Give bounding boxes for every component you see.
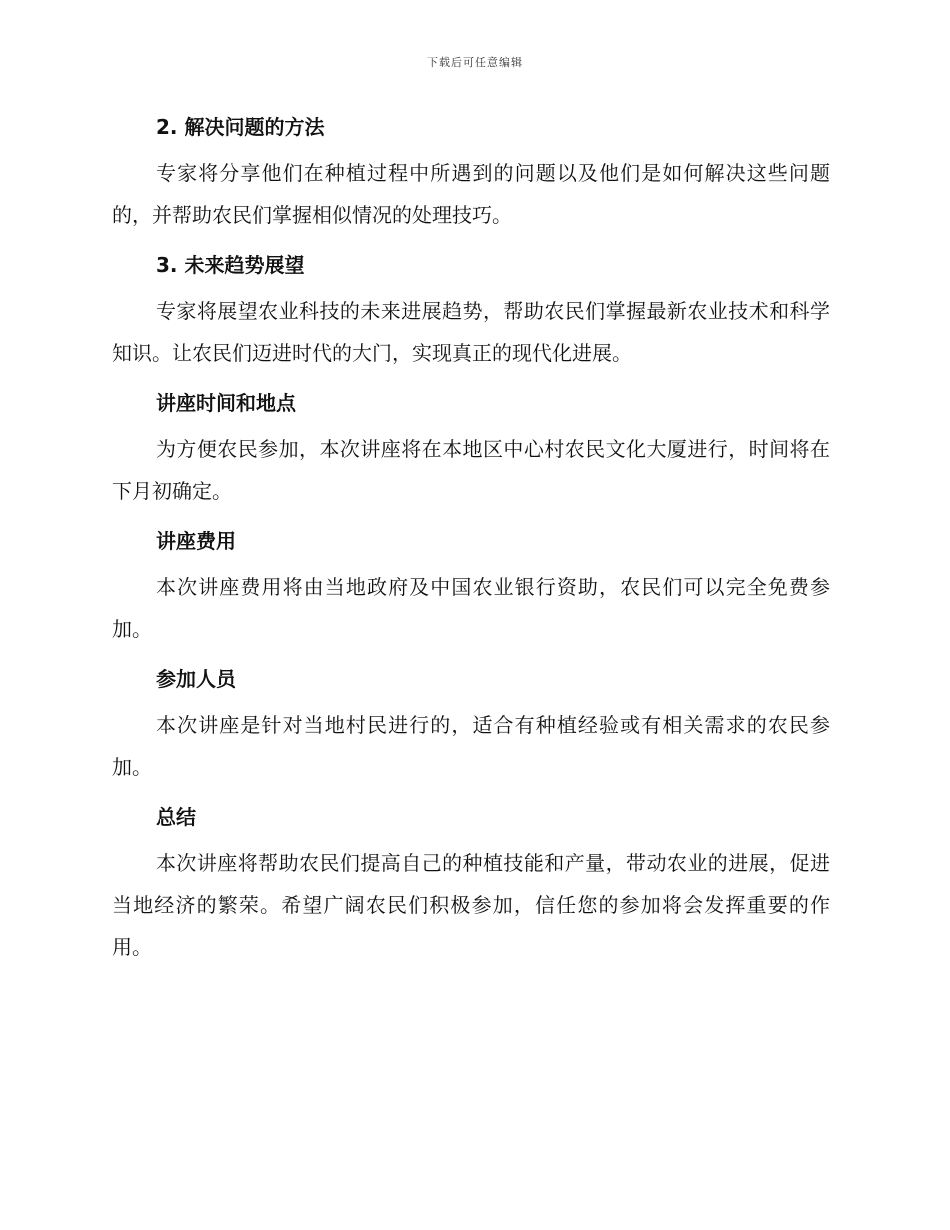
section-heading: 讲座费用 (156, 529, 236, 553)
section-heading: 总结 (156, 805, 196, 829)
document-body (112, 108, 830, 978)
section-paragraph: 本次讲座费用将由当地政府及中国农业银行资助，农民们可以完全免费参加。 (112, 575, 830, 641)
section-heading: 讲座时间和地点 (156, 391, 296, 415)
section-time-location (112, 384, 830, 512)
section-paragraph: 为方便农民参加，本次讲座将在本地区中心村农民文化大厦进行，时间将在下月初确定。 (112, 437, 830, 503)
section-summary (112, 798, 830, 968)
section-paragraph: 本次讲座是针对当地村民进行的，适合有种植经验或有相关需求的农民参加。 (112, 713, 830, 779)
page-header: 下载后可任意编辑 (427, 56, 523, 69)
section-fees (112, 522, 830, 650)
section-heading: 2. 解决问题的方法 (156, 115, 325, 139)
section-paragraph: 本次讲座将帮助农民们提高自己的种植技能和产量，带动农业的进展，促进当地经济的繁荣。希望广阔农民们积极参加，信任您的参加将会发挥重要的作用。 (112, 851, 830, 959)
section-heading: 3. 未来趋势展望 (156, 253, 305, 277)
section-future-trends (112, 246, 830, 374)
section-problem-solving (112, 108, 830, 236)
section-paragraph: 专家将分享他们在种植过程中所遇到的问题以及他们是如何解决这些问题的，并帮助农民们掌握相似情况的处理技巧。 (112, 161, 830, 227)
section-heading: 参加人员 (156, 667, 236, 691)
section-paragraph: 专家将展望农业科技的未来进展趋势，帮助农民们掌握最新农业技术和科学知识。让农民们迈进时代的大门，实现真正的现代化进展。 (112, 299, 830, 365)
section-participants (112, 660, 830, 788)
